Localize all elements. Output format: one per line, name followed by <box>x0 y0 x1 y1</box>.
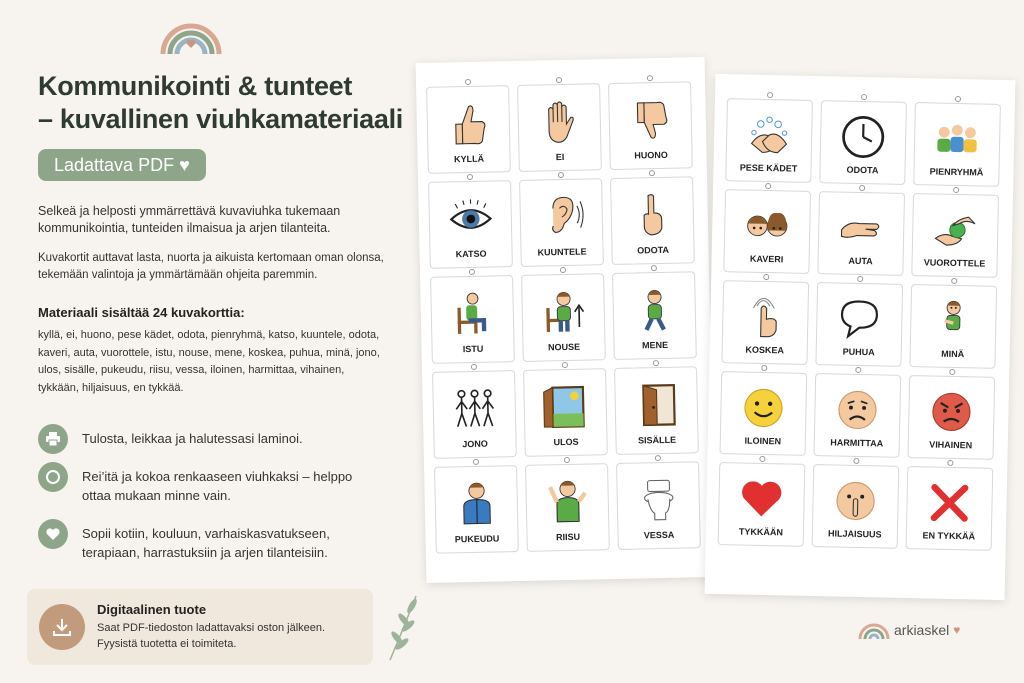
punch-hole <box>949 369 955 375</box>
punch-hole <box>763 274 769 280</box>
card-label: AUTA <box>848 255 873 267</box>
brand-rainbow-icon <box>858 620 890 640</box>
card-tykkään <box>718 462 806 547</box>
card-ulos <box>523 368 608 457</box>
card-pese-kädet <box>725 98 813 183</box>
printer-icon <box>38 424 68 454</box>
digital-line-1: Saat PDF-tiedoston ladattavaksi oston jälkeen. <box>97 622 326 634</box>
eye-icon <box>429 181 511 250</box>
punch-hole <box>767 92 773 98</box>
punch-hole <box>861 94 867 100</box>
punch-hole <box>472 459 478 465</box>
card-harmittaa <box>813 373 901 458</box>
card-label: HILJAISUUS <box>828 528 882 540</box>
card-sheet-1 <box>416 57 716 583</box>
card-label: KYLLÄ <box>454 153 485 165</box>
card-label: ISTU <box>462 343 484 355</box>
card-ei <box>517 83 602 172</box>
card-pienryhmä <box>913 102 1001 187</box>
card-label: KOSKEA <box>745 344 785 356</box>
title-line-1: Kommunikointi & tunteet <box>38 71 353 101</box>
card-label: KUUNTELE <box>537 246 587 258</box>
punch-hole <box>646 75 652 81</box>
card-label: MINÄ <box>941 348 965 360</box>
card-label: KATSO <box>455 248 487 260</box>
digital-title: Digitaalinen tuote <box>97 602 207 617</box>
card-label: VIHAINEN <box>929 439 973 451</box>
thumbs-down-icon <box>609 82 691 151</box>
card-auta <box>817 191 905 276</box>
ring-icon <box>38 462 68 492</box>
door-in-icon <box>615 367 697 436</box>
punch-hole <box>759 456 765 462</box>
punch-hole <box>650 265 656 271</box>
card-label: SISÄLLE <box>637 434 677 446</box>
punch-hole <box>857 276 863 282</box>
card-label: HARMITTAA <box>830 437 884 449</box>
pdf-badge: Ladattava PDF ♥ <box>38 149 206 181</box>
sad-face-icon <box>815 374 900 439</box>
punch-hole <box>466 174 472 180</box>
card-label: ILOINEN <box>744 435 782 447</box>
angry-face-icon <box>909 376 994 441</box>
intro-text: Selkeä ja helposti ymmärrettävä kuvaviuhka tukemaan kommunikointia, tunteiden ilmaisua ja arjen tilanteita. <box>38 204 341 235</box>
contents-list: kyllä, ei, huono, pese kädet, odota, pienryhmä, katso, kuuntele, odota, kaveri, auta, vuorottele, istu, nouse, mene, koskea, puhua, minä, jono, ulos, sisälle, pukeudu, riisu, vessa, iloinen, harmittaa, vihainen, tykkään, hiljaisuus, en tykkää. <box>38 329 380 394</box>
card-label: EN TYKKÄÄ <box>922 530 976 542</box>
punch-hole <box>947 460 953 466</box>
digital-line-2: Fyysistä tuotetta ei toimiteta. <box>97 638 237 650</box>
punch-hole <box>855 367 861 373</box>
card-hiljaisuus <box>812 464 900 549</box>
happy-face-icon <box>721 372 806 437</box>
punch-hole <box>853 458 859 464</box>
card-riisu <box>525 463 610 552</box>
card-label: ODOTA <box>846 164 879 176</box>
shush-face-icon <box>813 465 898 530</box>
red-x-icon <box>907 467 992 532</box>
card-sisälle <box>614 366 699 455</box>
card-koskea <box>721 280 809 365</box>
punch-hole <box>648 170 654 176</box>
card-en-tykkää <box>906 466 994 551</box>
card-label: EI <box>555 151 565 163</box>
punch-hole <box>561 362 567 368</box>
turn-taking-icon <box>913 194 998 259</box>
page-title <box>38 70 418 136</box>
card-vessa <box>616 461 701 550</box>
feature-print-text: Tulosta, leikkaa ja halutessasi laminoi. <box>82 431 303 446</box>
card-label: ULOS <box>553 436 579 448</box>
feature-suits <box>38 519 382 562</box>
punch-hole <box>468 269 474 275</box>
card-iloinen <box>720 371 808 456</box>
feature-suits-text: Sopii kotiin, kouluun, varhaiskasvatukseen, terapiaan, harrastuksiin ja arjen tilanteisiin. <box>82 526 330 560</box>
punch-hole <box>951 278 957 284</box>
card-label: NOUSE <box>547 341 581 353</box>
card-label: KAVERI <box>749 253 784 265</box>
finger-up-icon <box>611 177 693 246</box>
contents-heading: Materiaali sisältää 24 kuvakorttia: <box>38 305 245 320</box>
ear-icon <box>520 179 602 248</box>
punch-hole <box>559 267 565 273</box>
card-label: TYKKÄÄN <box>738 526 783 538</box>
card-huono <box>608 81 693 170</box>
brand-heart: ♥ <box>953 623 961 637</box>
stand-up-icon <box>522 274 604 343</box>
undress-icon <box>526 464 608 533</box>
card-label: PIENRYHMÄ <box>929 166 984 178</box>
touch-icon <box>723 281 808 346</box>
card-puhua <box>815 282 903 367</box>
punch-hole <box>555 77 561 83</box>
group-icon <box>915 103 1000 168</box>
card-label: VESSA <box>643 529 675 541</box>
line-icon <box>433 371 515 440</box>
description-text: Kuvakortit auttavat lasta, nuorta ja aikuista kertomaan oman olonsa, tekemään valintoja ja ymmärtämään ohjeita paremmin. <box>38 252 384 281</box>
brand-name: arkiaskel <box>894 622 950 638</box>
punch-hole <box>464 79 470 85</box>
punch-hole <box>557 172 563 178</box>
feature-ring-text: Rei’itä ja kokoa renkaaseen viuhkaksi – helppo ottaa mukaan minne vain. <box>82 469 353 503</box>
card-odota <box>610 176 695 265</box>
punch-hole <box>859 185 865 191</box>
toilet-icon <box>617 462 699 531</box>
card-kaveri <box>723 189 811 274</box>
card-label: JONO <box>462 438 488 450</box>
card-jono <box>432 370 517 459</box>
card-label: VUOROTTELE <box>923 257 986 269</box>
card-vuorottele <box>911 193 999 278</box>
friends-icon <box>725 190 810 255</box>
rainbow-logo-icon <box>158 14 224 56</box>
walk-icon <box>613 272 695 341</box>
card-label: RIISU <box>555 531 581 543</box>
stop-hand-icon <box>518 84 600 153</box>
speech-bubble-icon <box>817 283 902 348</box>
wash-hands-icon <box>727 99 812 164</box>
punch-hole <box>563 457 569 463</box>
dress-icon <box>435 466 517 535</box>
punch-hole <box>654 455 660 461</box>
card-label: MENE <box>641 339 669 351</box>
download-icon <box>39 604 85 650</box>
card-istu <box>430 275 515 364</box>
punch-hole <box>470 364 476 370</box>
punch-hole <box>652 360 658 366</box>
me-icon <box>911 285 996 350</box>
red-heart-icon <box>719 463 804 528</box>
thumbs-up-icon <box>427 86 509 155</box>
feature-ring <box>38 462 382 505</box>
card-sheet-2 <box>705 74 1016 600</box>
punch-hole <box>765 183 771 189</box>
card-label: PUHUA <box>842 346 875 358</box>
heart-icon <box>38 519 68 549</box>
card-nouse <box>521 273 606 362</box>
digital-product-box <box>27 589 373 665</box>
title-line-2: – kuvallinen viuhkamateriaali <box>38 104 403 134</box>
card-label: HUONO <box>634 149 668 161</box>
door-out-icon <box>524 369 606 438</box>
card-kyllä <box>426 85 511 174</box>
card-label: PUKEUDU <box>454 533 500 545</box>
help-hand-icon <box>819 192 904 257</box>
punch-hole <box>761 365 767 371</box>
card-label: ODOTA <box>637 244 670 256</box>
brand-logo <box>858 620 960 640</box>
card-odota <box>819 100 907 185</box>
sit-icon <box>431 276 513 345</box>
card-minä <box>909 284 997 369</box>
leaf-branch-icon <box>382 592 422 662</box>
clock-icon <box>821 101 906 166</box>
card-vihainen <box>907 375 995 460</box>
card-mene <box>612 271 697 360</box>
punch-hole <box>953 187 959 193</box>
card-label: PESE KÄDET <box>739 162 798 174</box>
feature-print <box>38 424 382 454</box>
card-pukeudu <box>434 465 519 554</box>
punch-hole <box>955 96 961 102</box>
card-kuuntele <box>519 178 604 267</box>
card-katso <box>428 180 513 269</box>
